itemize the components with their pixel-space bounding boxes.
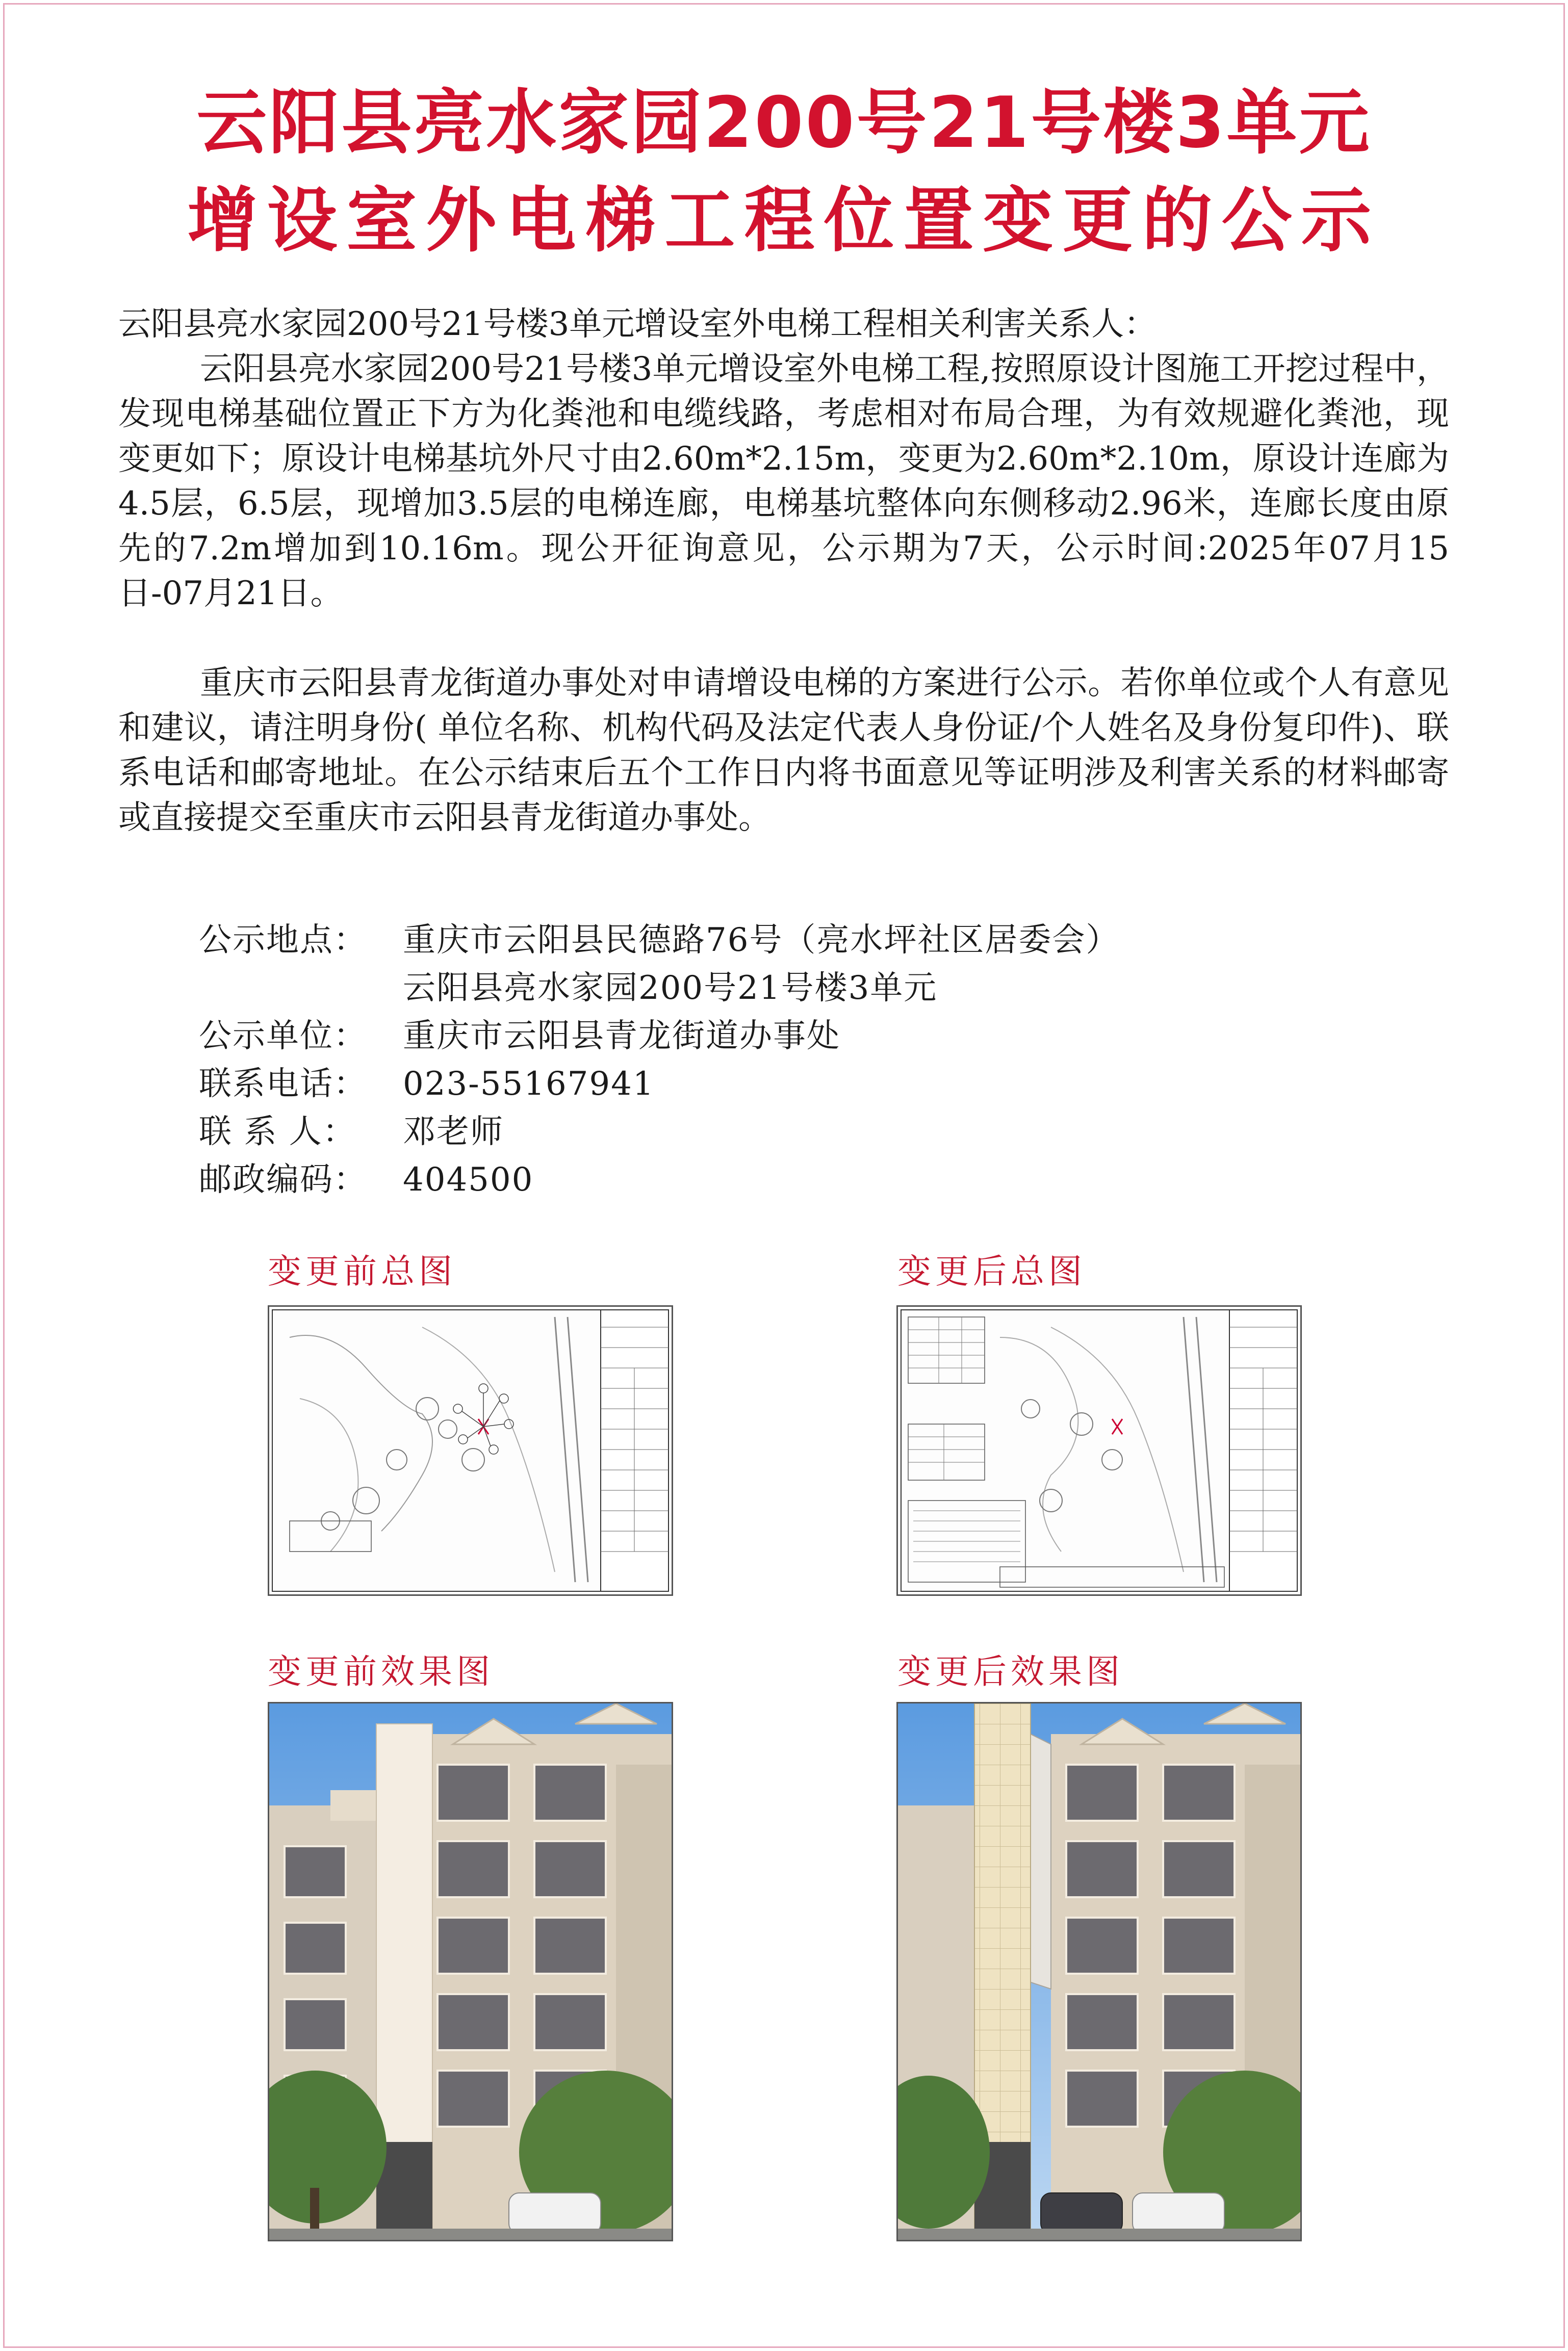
notice-salutation: 云阳县亮水家园200号21号楼3单元增设室外电梯工程相关利害关系人： (118, 305, 1157, 343)
info-row-postcode (199, 1157, 1119, 1205)
unit-label: 公示单位： (199, 1017, 367, 1055)
notice-paragraph-1: 云阳县亮水家园200号21号楼3单元增设室外电梯工程,按照原设计图施工开挖过程中，发现电梯基础位置正下方为化粪池和电缆线路，考虑相对布局合理，为有效规避化粪池，现变更如下；原设计电梯基坑外尺寸由2.60m*2.15m，变更为2.60m*2.10m，原设计连廊为4.5层，6.5层，现增加3.5层的电梯连廊，电梯基坑整体向东侧移动2.96米，连廊长度由原先的7.2m增加到10.16m。现公开征询意见，公示期为7天，公示时间:2025年07月15日-07月21日。 (118, 350, 1449, 612)
phone-value: 023-55167941 (403, 1065, 655, 1103)
location-label: 公示地点： (199, 921, 367, 959)
render-after-caption: 变更后效果图 (897, 1652, 1124, 1691)
phone-label: 联系电话： (199, 1065, 367, 1103)
site-plan-after-drawing (898, 1307, 1300, 1594)
render-before-caption: 变更前效果图 (268, 1652, 494, 1691)
notice-title-line2: 增设室外电梯工程位置变更的公示 (187, 179, 1381, 262)
unit-value: 重庆市云阳县青龙街道办事处 (403, 1017, 840, 1055)
rendering-after-image (898, 1703, 1300, 2240)
plan-after-caption: 变更后总图 (897, 1252, 1086, 1291)
site-plan-before-drawing (269, 1307, 672, 1594)
rendering-after (896, 1702, 1302, 2241)
contact-label: 联 系 人： (199, 1113, 356, 1151)
site-plan-before (268, 1305, 673, 1596)
rendering-before (268, 1702, 673, 2241)
rendering-before-image (269, 1703, 672, 2240)
info-row-location-2 (199, 966, 1119, 1014)
postcode-value: 404500 (403, 1161, 534, 1199)
notice-paragraph-2: 重庆市云阳县青龙街道办事处对申请增设电梯的方案进行公示。若你单位或个人有意见和建议，请注明身份( 单位名称、机构代码及法定代表人身份证/个人姓名及身份复印件)、联系电话和邮寄地址。在公示结束后五个工作日内将书面意见等证明涉及利害关系的材料邮寄或直接提交至重庆市云阳县青龙街道办事处。 (118, 664, 1449, 837)
info-row-unit (199, 1014, 1119, 1062)
contact-value: 邓老师 (403, 1113, 504, 1151)
info-row-contact (199, 1109, 1119, 1157)
notice-title-line1: 云阳县亮水家园200号21号楼3单元 (196, 82, 1372, 164)
info-row-phone (199, 1062, 1119, 1109)
site-plan-after (896, 1305, 1302, 1596)
contact-info-block (199, 918, 1119, 1205)
postcode-label: 邮政编码： (199, 1161, 367, 1199)
location-value-2: 云阳县亮水家园200号21号楼3单元 (403, 969, 938, 1007)
location-value: 重庆市云阳县民德路76号（亮水坪社区居委会） (403, 921, 1120, 959)
info-row-location (199, 918, 1119, 966)
plan-before-caption: 变更前总图 (268, 1252, 456, 1291)
